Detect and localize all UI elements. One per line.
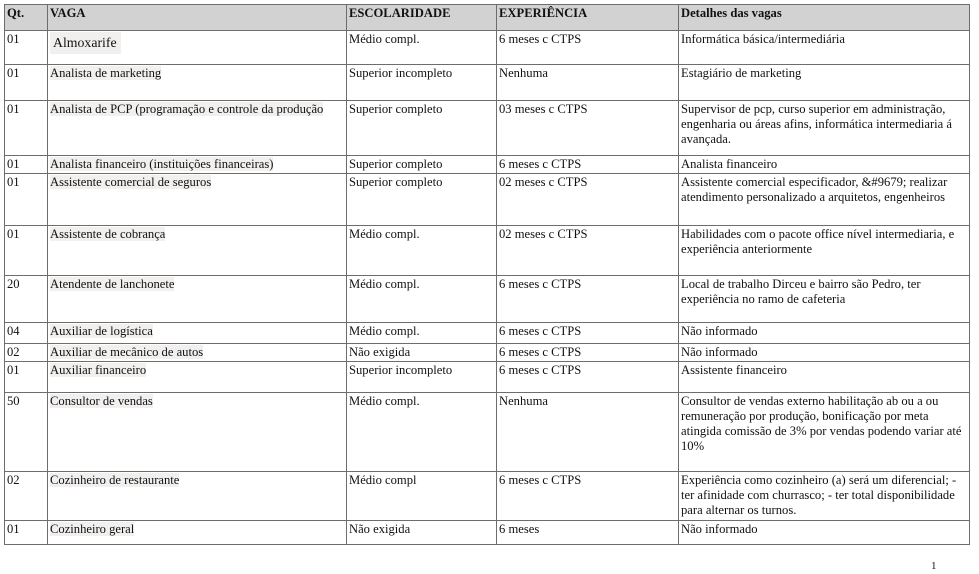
cell-detalhes: Consultor de vendas externo habilitação ab ou a ou remuneração por produção, bonificação por meta atingida comissão de 3% por vendas podendo variar até 10% — [679, 393, 970, 472]
cell-experiencia: 6 meses — [497, 521, 679, 545]
table-row — [5, 393, 970, 472]
cell-qt: 02 — [5, 344, 48, 362]
cell-detalhes: Não informado — [679, 344, 970, 362]
page-number: 1 — [931, 560, 937, 572]
cell-escolaridade: Não exigida — [347, 344, 497, 362]
table-row — [5, 472, 970, 521]
cell-detalhes: Assistente financeiro — [679, 362, 970, 393]
cell-experiencia: 6 meses c CTPS — [497, 31, 679, 65]
cell-experiencia: Nenhuma — [497, 393, 679, 472]
table-row — [5, 65, 970, 101]
table-row — [5, 174, 970, 226]
cell-vaga — [48, 344, 347, 362]
cell-vaga-text: Auxiliar financeiro — [50, 363, 147, 377]
cell-experiencia: 02 meses c CTPS — [497, 226, 679, 276]
cell-vaga-text: Cozinheiro geral — [50, 522, 135, 536]
cell-qt: 02 — [5, 472, 48, 521]
table-row — [5, 344, 970, 362]
cell-vaga — [48, 472, 347, 521]
cell-qt: 01 — [5, 101, 48, 156]
cell-experiencia: 6 meses c CTPS — [497, 344, 679, 362]
header-vaga: VAGA — [48, 5, 347, 31]
cell-vaga — [48, 521, 347, 545]
table-row — [5, 31, 970, 65]
cell-vaga — [48, 393, 347, 472]
cell-vaga-text: Almoxarife — [50, 32, 121, 54]
cell-vaga — [48, 226, 347, 276]
cell-qt: 01 — [5, 156, 48, 174]
cell-escolaridade: Médio compl. — [347, 226, 497, 276]
cell-qt: 01 — [5, 362, 48, 393]
cell-qt: 04 — [5, 323, 48, 344]
cell-experiencia: Nenhuma — [497, 65, 679, 101]
header-qt: Qt. — [5, 5, 48, 31]
cell-detalhes: Informática básica/intermediária — [679, 31, 970, 65]
cell-escolaridade: Superior completo — [347, 174, 497, 226]
cell-vaga-text: Analista financeiro (instituições financeiras) — [50, 157, 274, 171]
cell-escolaridade: Superior incompleto — [347, 362, 497, 393]
cell-detalhes: Não informado — [679, 323, 970, 344]
cell-experiencia: 02 meses c CTPS — [497, 174, 679, 226]
cell-detalhes: Experiência como cozinheiro (a) será um diferencial; - ter afinidade com churrasco; - ter total disponibilidade para alternar os turnos. — [679, 472, 970, 521]
cell-vaga-text: Auxiliar de mecânico de autos — [50, 345, 204, 359]
table-row — [5, 101, 970, 156]
table-row — [5, 276, 970, 323]
cell-experiencia: 03 meses c CTPS — [497, 101, 679, 156]
cell-experiencia: 6 meses c CTPS — [497, 276, 679, 323]
cell-detalhes: Analista financeiro — [679, 156, 970, 174]
cell-experiencia: 6 meses c CTPS — [497, 323, 679, 344]
cell-escolaridade: Médio compl — [347, 472, 497, 521]
cell-vaga-text: Analista de PCP (programação e controle da produção — [50, 102, 324, 116]
cell-escolaridade: Superior completo — [347, 156, 497, 174]
cell-vaga — [48, 65, 347, 101]
cell-detalhes: Não informado — [679, 521, 970, 545]
cell-vaga-text: Cozinheiro de restaurante — [50, 473, 180, 487]
table-row — [5, 226, 970, 276]
table-row — [5, 156, 970, 174]
table-row — [5, 521, 970, 545]
cell-qt: 01 — [5, 65, 48, 101]
header-escolaridade: ESCOLARIDADE — [347, 5, 497, 31]
cell-qt: 01 — [5, 31, 48, 65]
header-row — [5, 5, 970, 31]
cell-escolaridade: Médio compl. — [347, 323, 497, 344]
cell-qt: 20 — [5, 276, 48, 323]
cell-vaga-text: Assistente de cobrança — [50, 227, 166, 241]
job-openings-table — [4, 4, 970, 545]
cell-vaga — [48, 323, 347, 344]
cell-vaga — [48, 174, 347, 226]
cell-detalhes: Local de trabalho Dirceu e bairro são Pedro, ter experiência no ramo de cafeteria — [679, 276, 970, 323]
cell-vaga — [48, 31, 347, 65]
cell-vaga — [48, 101, 347, 156]
cell-escolaridade: Médio compl. — [347, 276, 497, 323]
cell-vaga — [48, 276, 347, 323]
cell-escolaridade: Médio compl. — [347, 31, 497, 65]
cell-detalhes: Assistente comercial especificador, &#9679; realizar atendimento personalizado a arquitetos, engenheiros — [679, 174, 970, 226]
cell-escolaridade: Superior incompleto — [347, 65, 497, 101]
cell-vaga-text: Analista de marketing — [50, 66, 162, 80]
cell-experiencia: 6 meses c CTPS — [497, 472, 679, 521]
cell-escolaridade: Superior completo — [347, 101, 497, 156]
cell-detalhes: Habilidades com o pacote office nível intermediaria, e experiência anteriormente — [679, 226, 970, 276]
cell-vaga-text: Consultor de vendas — [50, 394, 153, 408]
cell-vaga-text: Auxiliar de logística — [50, 324, 153, 338]
cell-qt: 50 — [5, 393, 48, 472]
cell-escolaridade: Médio compl. — [347, 393, 497, 472]
cell-qt: 01 — [5, 521, 48, 545]
cell-experiencia: 6 meses c CTPS — [497, 156, 679, 174]
cell-vaga — [48, 362, 347, 393]
cell-vaga — [48, 156, 347, 174]
cell-escolaridade: Não exigida — [347, 521, 497, 545]
cell-qt: 01 — [5, 174, 48, 226]
header-experiencia: EXPERIÊNCIA — [497, 5, 679, 31]
cell-vaga-text: Assistente comercial de seguros — [50, 175, 212, 189]
cell-vaga-text: Atendente de lanchonete — [50, 277, 175, 291]
header-detalhes: Detalhes das vagas — [679, 5, 970, 31]
cell-detalhes: Supervisor de pcp, curso superior em administração, engenharia ou áreas afins, informática intermediaria á avançada. — [679, 101, 970, 156]
table-row — [5, 362, 970, 393]
cell-qt: 01 — [5, 226, 48, 276]
cell-experiencia: 6 meses c CTPS — [497, 362, 679, 393]
cell-detalhes: Estagiário de marketing — [679, 65, 970, 101]
table-row — [5, 323, 970, 344]
